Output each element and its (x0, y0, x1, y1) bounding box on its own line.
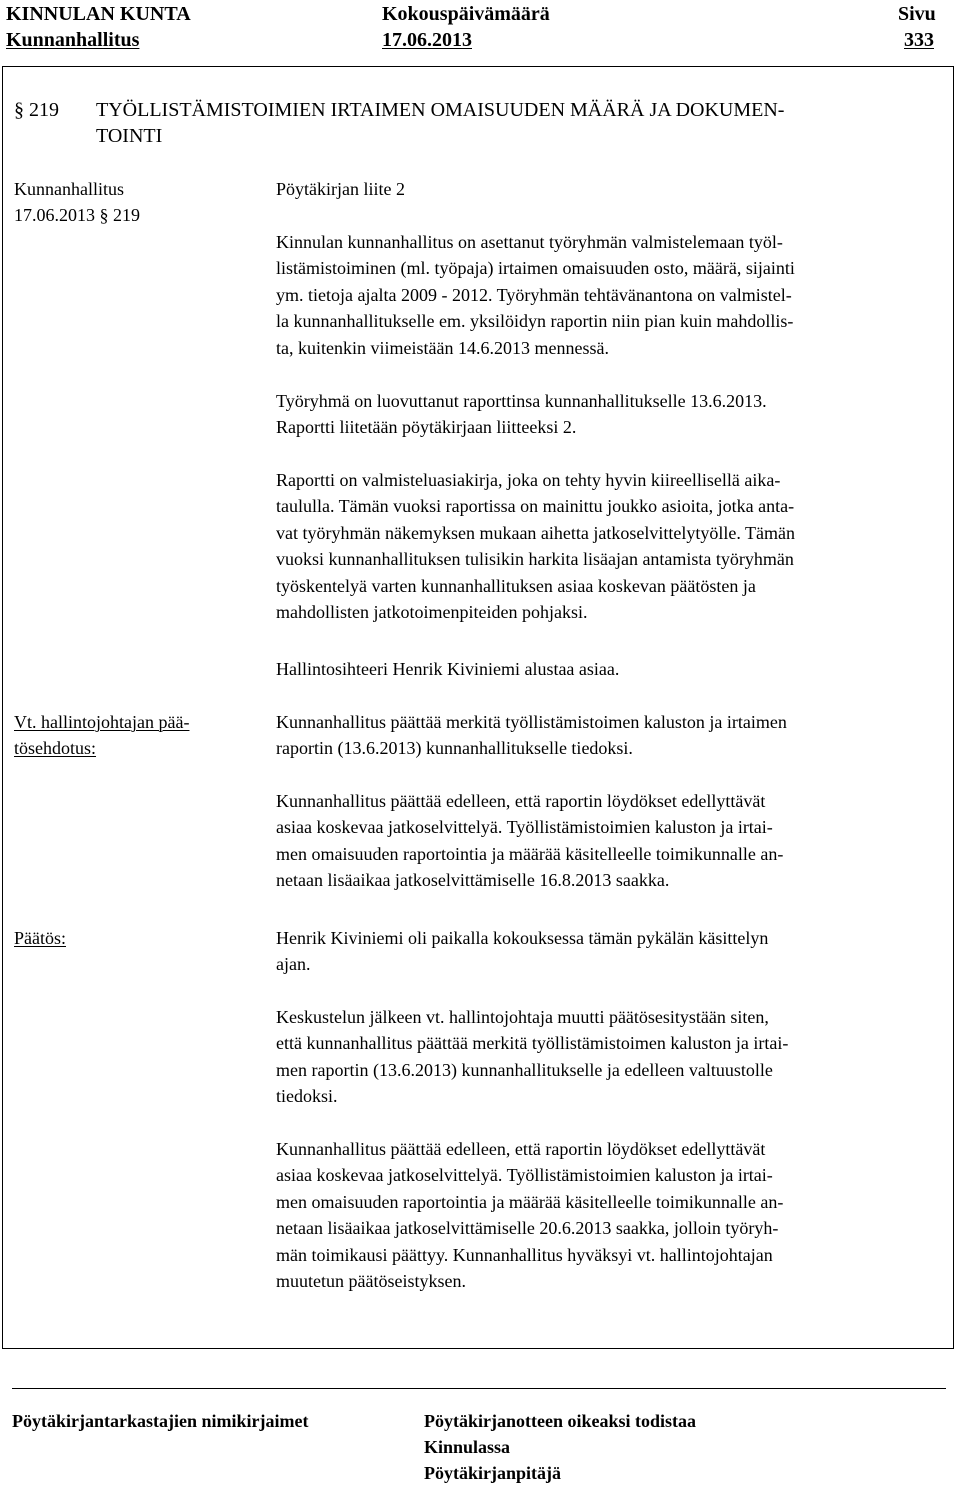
text-line: asiaa koskevaa jatkoselvittelyä. Työllistämistoimien kaluston ja irtai- (276, 817, 773, 838)
text-line: Hallintosihteeri Henrik Kiviniemi alustaa asiaa. (276, 659, 620, 679)
header-date: 17.06.2013 (382, 29, 472, 51)
footer-certification-label: Pöytäkirjanotteen oikeaksi todistaa (424, 1411, 696, 1431)
footer-divider (12, 1388, 946, 1389)
paragraph-mark-icon: § (14, 99, 24, 121)
text-line: Työryhmä on luovuttanut raporttinsa kunnanhallitukselle 13.6.2013. (276, 391, 767, 411)
header-page-label: Sivu (898, 3, 936, 25)
section-title-line2: TOINTI (96, 125, 163, 147)
paragraph-mark-icon: § (99, 205, 109, 225)
ref-body: Kunnanhallitus (14, 179, 124, 199)
text-line: men omaisuuden raportointia ja määrää käsitelleelle toimikunnalle an- (276, 1191, 784, 1212)
section-number: 219 (29, 99, 59, 121)
section-heading (14, 97, 59, 123)
ref-date: 17.06.2013 (14, 205, 95, 225)
text-line: taululla. Tämän vuoksi raportissa on mainittu joukko asioita, jotka anta- (276, 496, 795, 517)
text-line: Raportti liitetään pöytäkirjaan liitteeksi 2. (276, 417, 577, 438)
header-page-number: 333 (904, 29, 934, 51)
paragraph-proposal-continued (276, 788, 942, 894)
text-line: ym. tietoja ajalta 2009 - 2012. Työryhmän tehtävänantona on valmistel- (276, 284, 792, 305)
text-line: Raportti on valmisteluasiakirja, joka on tehty hyvin kiireellisellä aika- (276, 470, 781, 490)
attachment-note: Pöytäkirjan liite 2 (276, 179, 405, 199)
header-date-label: Kokouspäivämäärä (382, 3, 550, 25)
ref-line (14, 202, 140, 228)
paragraph-report-delivered (276, 388, 942, 441)
text-line: vat työryhmän näkemyksen mukaan aihetta jatkoselvittelytyölle. Tämän (276, 522, 796, 543)
header-org: KINNULAN KUNTA (6, 3, 191, 25)
text-line: netaan lisäaikaa jatkoselvittämiselle 16.8.2013 saakka. (276, 870, 670, 891)
text-line: Keskustelun jälkeen vt. hallintojohtaja muutti päätösesitystään siten, (276, 1007, 769, 1027)
paragraph-decision-discussion (276, 1004, 942, 1110)
paragraph-decision-final (276, 1136, 942, 1294)
ref-number: 219 (113, 205, 140, 225)
proposal-label-line2: tösehdotus: (14, 738, 97, 758)
text-line: ta, kuitenkin viimeistään 14.6.2013 mennessä. (276, 337, 609, 358)
text-line: men raportin (13.6.2013) kunnanhallitukselle ja edelleen valtuustolle (276, 1059, 773, 1080)
text-line: että kunnanhallitus päättää merkitä työllistämistoimen kaluston ja irtai- (276, 1033, 789, 1054)
footer-secretary-label: Pöytäkirjanpitäjä (424, 1463, 561, 1483)
text-line: listämistoiminen (ml. työpaja) irtaimen omaisuuden osto, määrä, sijainti (276, 258, 795, 279)
text-line: la kunnanhallitukselle em. yksilöidyn raportin niin pian kuin mahdollis- (276, 311, 794, 332)
text-line: netaan lisäaikaa jatkoselvittämiselle 20.6.2013 saakka, jolloin työryh- (276, 1218, 779, 1239)
paragraph-report-assessment (276, 467, 942, 625)
text-line: työskentelyä varten kunnanhallituksen asiaa koskevan päätösten ja (276, 575, 756, 596)
text-line: muutetun päätöseistyksen. (276, 1271, 466, 1292)
text-line: Kunnanhallitus päättää edelleen, että raportin löydökset edellyttävät (276, 1139, 766, 1159)
text-line: Kunnanhallitus päättää edelleen, että raportin löydökset edellyttävät (276, 791, 766, 811)
section-title-line1: TYÖLLISTÄMISTOIMIEN IRTAIMEN OMAISUUDEN MÄÄRÄ JA DOKUMEN- (96, 99, 785, 121)
footer-location: Kinnulassa (424, 1437, 511, 1457)
text-line: ajan. (276, 954, 311, 975)
decision-label: Päätös: (14, 928, 66, 948)
proposal-label-line1: Vt. hallintojohtajan pää- (14, 712, 190, 732)
text-line: Kinnulan kunnanhallitus on asettanut työryhmän valmistelemaan työl- (276, 232, 783, 252)
footer-initials-label: Pöytäkirjantarkastajien nimikirjaimet (12, 1411, 309, 1431)
paragraph-decision-attendance (276, 925, 942, 978)
text-line: Henrik Kiviniemi oli paikalla kokouksessa tämän pykälän käsittelyn (276, 928, 769, 948)
text-line: män toimikausi päättyy. Kunnanhallitus hyväksyi vt. hallintojohtajan (276, 1244, 773, 1265)
paragraph-presenter (276, 656, 942, 682)
text-line: men omaisuuden raportointia ja määrää käsitelleelle toimikunnalle an- (276, 843, 784, 864)
text-line: vuoksi kunnanhallituksen tulisikin harkita lisäajan antamista työryhmän (276, 549, 794, 570)
paragraph-proposal (276, 709, 942, 762)
text-line: asiaa koskevaa jatkoselvittelyä. Työllistämistoimien kaluston ja irtai- (276, 1165, 773, 1186)
text-line: raportin (13.6.2013) kunnanhallitukselle tiedoksi. (276, 738, 633, 759)
text-line: mahdollisten jatkotoimenpiteiden pohjaksi. (276, 602, 588, 623)
text-line: Kunnanhallitus päättää merkitä työllistämistoimen kaluston ja irtaimen (276, 712, 787, 732)
text-line: tiedoksi. (276, 1086, 338, 1107)
header-body: Kunnanhallitus (6, 29, 140, 51)
paragraph-background (276, 229, 942, 361)
